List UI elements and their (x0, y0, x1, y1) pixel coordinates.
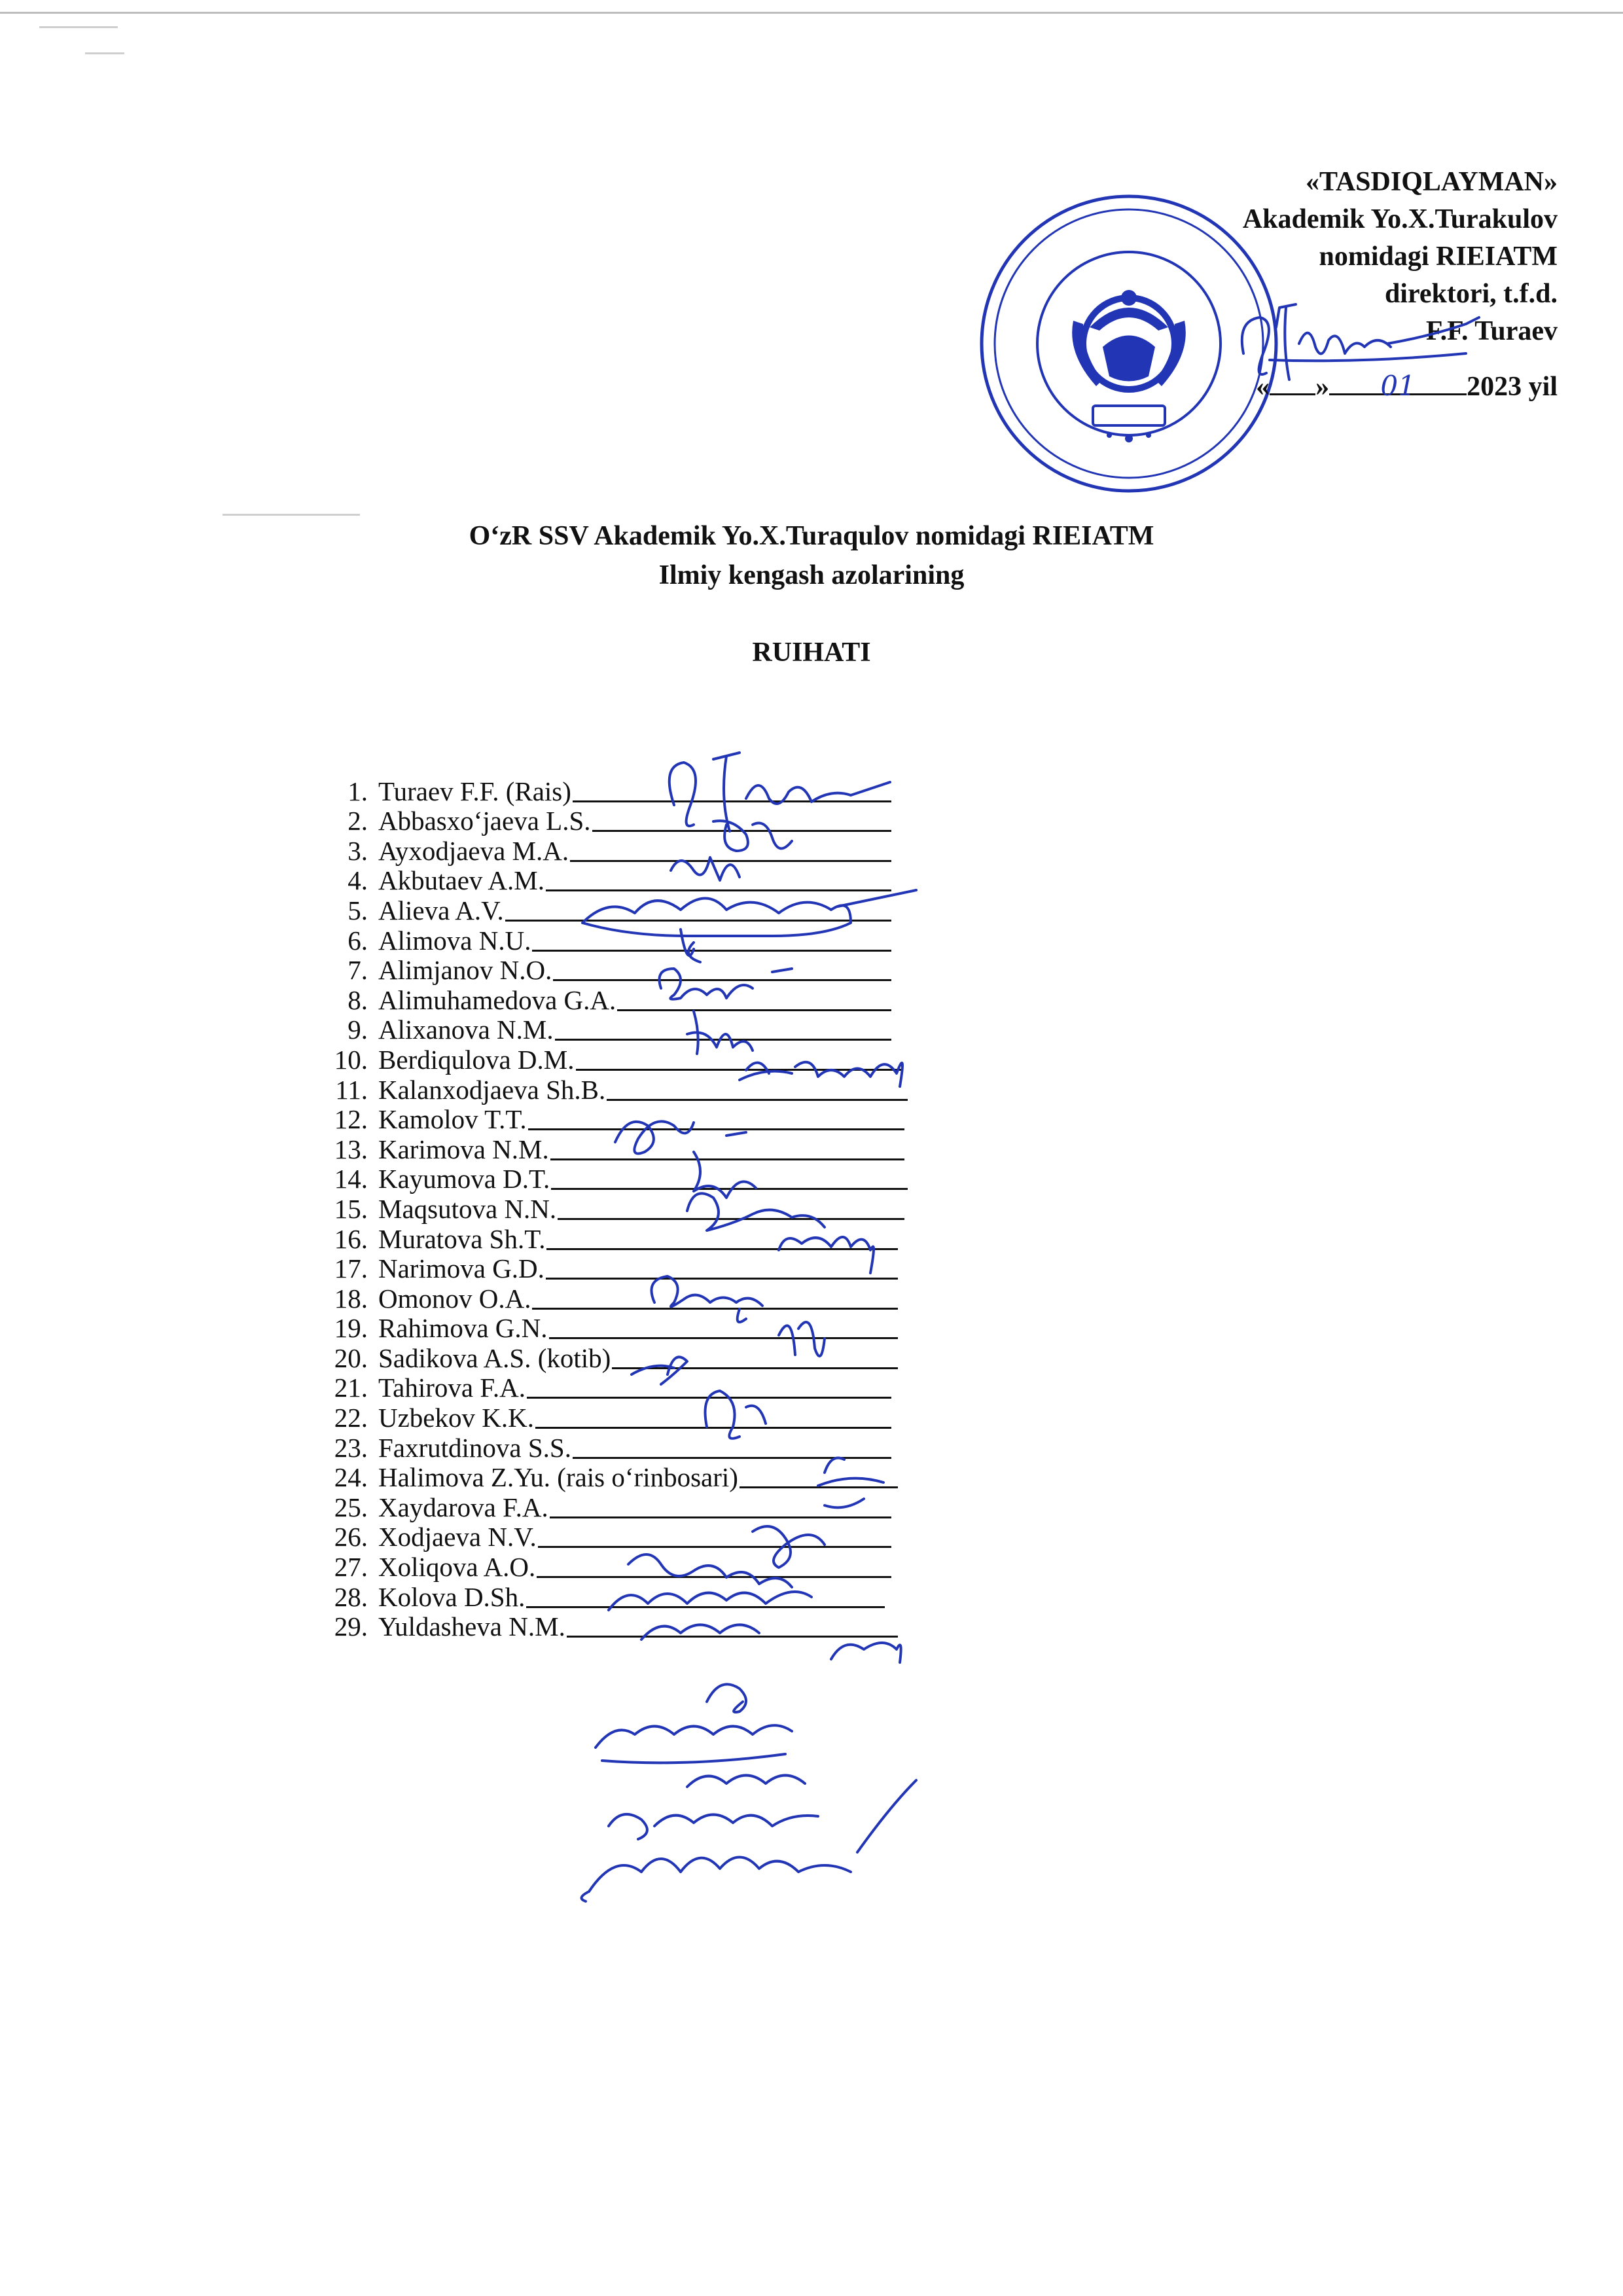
signature-line (527, 1397, 891, 1399)
signature-line (546, 889, 891, 891)
member-number: 9. (348, 1014, 368, 1045)
member-number: 3. (348, 835, 368, 866)
member-row (321, 1194, 910, 1224)
signature-line (567, 1636, 898, 1638)
member-number: 17. (334, 1253, 368, 1284)
member-name: Kayumova D.T. (378, 1164, 550, 1194)
signature-line (537, 1576, 891, 1578)
member-name: Uzbekov K.K. (378, 1403, 534, 1433)
member-number: 20. (334, 1342, 368, 1373)
document-heading-line-2: Ilmiy kengash azolarining (658, 560, 965, 590)
member-name: Tahirova F.A. (378, 1372, 526, 1403)
signature-line (617, 1009, 891, 1011)
date-month: 01 (1380, 370, 1416, 402)
scan-mark (39, 26, 118, 28)
member-name: Xodjaeva N.V. (378, 1522, 537, 1552)
member-row (321, 1612, 910, 1642)
member-row (321, 806, 910, 836)
member-name: Turaev F.F. (Rais) (378, 776, 571, 806)
member-row (321, 836, 910, 866)
approval-line-4: F.F. Turaev (1425, 316, 1558, 346)
signature-line (570, 860, 891, 862)
signature-line (607, 1099, 908, 1101)
member-number: 22. (334, 1403, 368, 1433)
member-name: Sadikova A.S. (kotib) (378, 1342, 611, 1373)
signature-27 (687, 1776, 805, 1787)
member-row (321, 1373, 910, 1403)
signature-26 (596, 1725, 792, 1763)
member-name: Halimova Z.Yu. (rais o‘rinbosari) (378, 1462, 738, 1493)
member-row (321, 925, 910, 956)
member-number: 10. (334, 1044, 368, 1075)
member-name: Kalanxodjaeva Sh.B. (378, 1074, 606, 1105)
signature-line (573, 800, 891, 802)
approval-line-2: nomidagi RIEIATM (1319, 242, 1558, 272)
member-name: Abbasxo‘jaeva L.S. (378, 806, 591, 836)
member-number: 29. (334, 1611, 368, 1642)
signature-line (555, 1039, 891, 1041)
signature-line (576, 1069, 902, 1071)
member-name: Alimuhamedova G.A. (378, 984, 616, 1015)
signature-line (538, 1546, 891, 1548)
member-number: 16. (334, 1223, 368, 1254)
member-row (321, 1403, 910, 1433)
director-signature (1230, 281, 1505, 412)
member-name: Narimova G.D. (378, 1253, 544, 1284)
member-name: Alieva A.V. (378, 895, 504, 925)
signature-line (535, 1427, 891, 1429)
signature-24 (831, 1643, 901, 1662)
signature-line (505, 920, 891, 922)
member-name: Karimova N.M. (378, 1134, 549, 1164)
member-row (321, 895, 910, 925)
scan-mark (85, 52, 124, 54)
member-number: 4. (348, 865, 368, 896)
signature-line (740, 1486, 898, 1488)
member-row (321, 1134, 910, 1164)
member-row (321, 1254, 910, 1284)
date-open-quote: « (1256, 372, 1270, 402)
member-number: 11. (335, 1074, 368, 1105)
member-number: 8. (348, 984, 368, 1015)
member-number: 25. (334, 1492, 368, 1522)
scan-top-edge (0, 12, 1623, 14)
member-name: Kamolov T.T. (378, 1104, 527, 1135)
member-name: Alimjanov N.O. (378, 955, 552, 986)
member-name: Ayxodjaeva M.A. (378, 835, 569, 866)
member-name: Xoliqova A.O. (378, 1552, 536, 1583)
signature-line (551, 1188, 908, 1190)
member-number: 28. (334, 1581, 368, 1612)
member-number: 18. (334, 1283, 368, 1314)
member-number: 6. (348, 925, 368, 956)
date-year: 2023 yil (1467, 372, 1558, 402)
member-list (321, 776, 910, 1641)
member-number: 12. (334, 1104, 368, 1135)
signature-line (550, 1516, 891, 1518)
signature-line (546, 1248, 898, 1250)
signature-line (532, 1308, 898, 1310)
member-row (321, 1105, 910, 1135)
member-number: 27. (334, 1552, 368, 1583)
member-name: Alixanova N.M. (378, 1014, 554, 1045)
signature-line (612, 1367, 898, 1369)
member-name: Faxrutdinova S.S. (378, 1432, 571, 1463)
member-row (321, 956, 910, 986)
member-row (321, 1522, 910, 1552)
document-title: RUIHATI (752, 637, 871, 668)
member-number: 15. (334, 1193, 368, 1224)
member-name: Omonov O.A. (378, 1283, 531, 1314)
signature-line (549, 1337, 899, 1339)
member-row (321, 776, 910, 806)
member-number: 2. (348, 806, 368, 836)
member-row (321, 1552, 910, 1582)
member-row (321, 985, 910, 1015)
signature-line (550, 1158, 904, 1160)
signature-28 (609, 1814, 818, 1839)
approval-line-3: direktori, t.f.d. (1384, 279, 1558, 309)
member-name: Akbutaev A.M. (378, 865, 544, 896)
document-heading-line-1: O‘zR SSV Akademik Yo.X.Turaqulov nomidagi RIEIATM (469, 521, 1154, 551)
signature-line (573, 1457, 891, 1459)
member-number: 7. (348, 955, 368, 986)
member-row (321, 1164, 910, 1194)
member-number: 23. (334, 1432, 368, 1463)
member-name: Maqsutova N.N. (378, 1193, 557, 1224)
scan-mark (223, 514, 360, 516)
signature-line (553, 979, 891, 981)
member-number: 5. (348, 895, 368, 925)
signature-25 (707, 1684, 746, 1712)
member-row (321, 1463, 910, 1493)
member-row (321, 1075, 910, 1105)
member-row (321, 1015, 910, 1045)
signature-line (558, 1218, 904, 1220)
member-name: Berdiqulova D.M. (378, 1044, 575, 1075)
member-row (321, 1582, 910, 1612)
member-name: Alimova N.U. (378, 925, 531, 956)
signature-line (532, 950, 891, 952)
member-name: Xaydarova F.A. (378, 1492, 548, 1522)
signature-line (526, 1606, 885, 1608)
member-name: Yuldasheva N.M. (378, 1611, 565, 1642)
member-number: 26. (334, 1522, 368, 1552)
member-row (321, 1224, 910, 1254)
member-number: 1. (348, 776, 368, 806)
member-row (321, 1283, 910, 1314)
date-close-quote: » (1315, 372, 1330, 402)
signature-line (592, 830, 892, 832)
member-row (321, 1045, 910, 1075)
signature-29 (582, 1780, 916, 1901)
member-name: Muratova Sh.T. (378, 1223, 546, 1254)
member-row (321, 1343, 910, 1373)
approval-line-1: Akademik Yo.X.Turakulov (1242, 204, 1558, 234)
member-row (321, 1433, 910, 1463)
member-name: Rahimova G.N. (378, 1313, 548, 1344)
signature-line (528, 1128, 904, 1130)
member-row (321, 1314, 910, 1344)
member-number: 24. (334, 1462, 368, 1493)
member-number: 19. (334, 1313, 368, 1344)
member-row (321, 866, 910, 896)
member-row (321, 1492, 910, 1522)
approval-title: «TASDIQLAYMAN» (1305, 167, 1558, 197)
signature-line (546, 1278, 898, 1280)
member-name: Kolova D.Sh. (378, 1581, 526, 1612)
member-number: 14. (334, 1164, 368, 1194)
member-number: 13. (334, 1134, 368, 1164)
member-number: 21. (334, 1372, 368, 1403)
